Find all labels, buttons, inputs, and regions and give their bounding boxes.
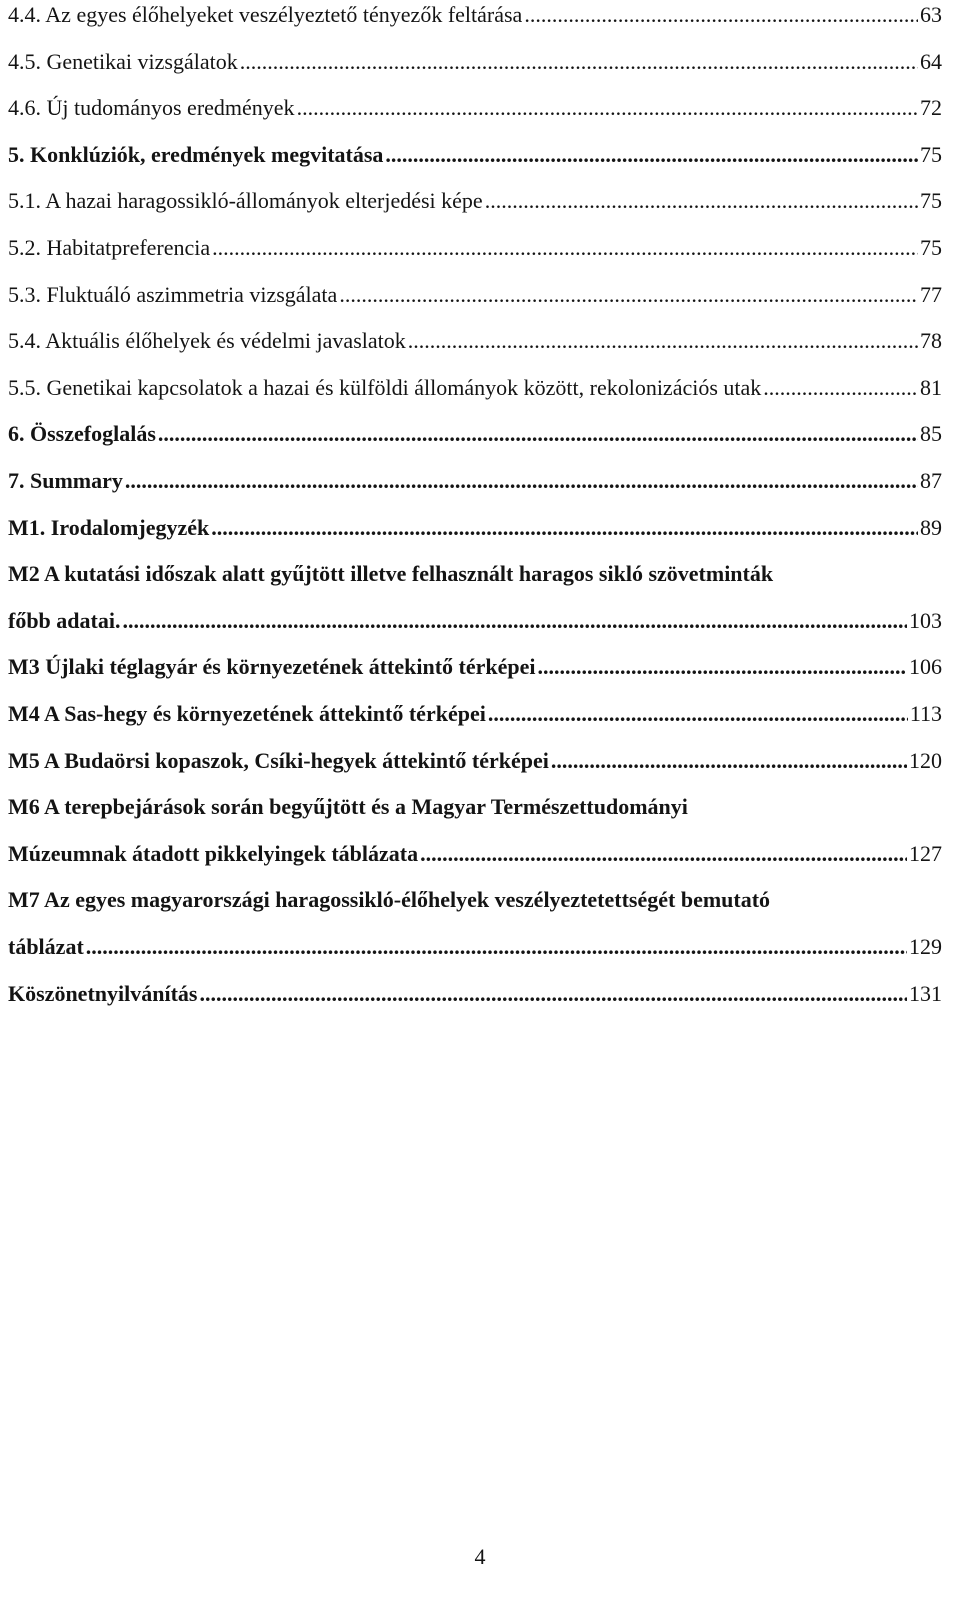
- toc-entry-page: 64: [920, 48, 942, 74]
- toc-entry-title: 5.2. Habitatpreferencia: [8, 235, 211, 260]
- toc-leader-dots: [408, 326, 918, 356]
- toc-entry-title: táblázat: [8, 934, 84, 959]
- toc-entry[interactable]: [8, 140, 942, 170]
- toc-entry-title: Köszönetnyilvánítás: [8, 980, 198, 1006]
- toc-entry-page: 120: [909, 747, 942, 773]
- toc-leader-dots: [158, 419, 918, 449]
- toc-leader-dots: [524, 0, 918, 30]
- toc-entry-page: 78: [920, 328, 942, 354]
- toc-entry[interactable]: [8, 979, 942, 1009]
- toc-entry-title: Múzeumnak átadott pikkelyingek táblázata: [8, 840, 419, 866]
- toc-entry[interactable]: [8, 513, 942, 543]
- toc-leader-dots: [551, 746, 907, 776]
- toc-entry[interactable]: [8, 326, 942, 356]
- toc-entry-page: 129: [909, 934, 942, 959]
- toc-entry[interactable]: [8, 47, 942, 77]
- toc-leader-dots: [199, 979, 907, 1009]
- toc-entry-page: 75: [920, 141, 942, 167]
- toc-leader-dots: [122, 606, 907, 636]
- toc-entry[interactable]: [8, 373, 942, 403]
- toc-leader-dots: [485, 186, 918, 216]
- toc-entry[interactable]: [8, 606, 942, 636]
- toc-entry[interactable]: [8, 885, 942, 915]
- toc-entry[interactable]: [8, 186, 942, 216]
- toc-entry[interactable]: [8, 932, 942, 962]
- toc-leader-dots: [763, 373, 918, 403]
- toc-entry-page: 89: [920, 514, 942, 540]
- toc-entry[interactable]: [8, 419, 942, 449]
- toc-entry-page: 81: [920, 374, 942, 400]
- toc-entry-title: főbb adatai.: [8, 607, 121, 633]
- toc-entry-title: 7. Summary: [8, 468, 123, 493]
- toc-entry[interactable]: [8, 699, 942, 729]
- toc-leader-dots: [240, 47, 918, 77]
- toc-entry-page: 75: [920, 235, 942, 260]
- toc-entry-page: 63: [920, 2, 942, 27]
- toc-leader-dots: [125, 466, 918, 496]
- toc-leader-dots: [339, 280, 918, 310]
- toc-entry[interactable]: [8, 233, 942, 263]
- toc-entry-page: 75: [920, 188, 942, 214]
- toc-entry-page: 72: [920, 95, 942, 121]
- toc-entry[interactable]: [8, 93, 942, 123]
- toc-leader-dots: [212, 233, 918, 263]
- toc-leader-dots: [86, 932, 907, 962]
- toc-entry-title: M6 A terepbejárások során begyűjtött és a Magyar Természettudományi: [8, 794, 688, 820]
- toc-entry-page: 127: [909, 840, 942, 866]
- toc-entry[interactable]: [8, 652, 942, 682]
- toc-entry-page: 87: [920, 468, 942, 493]
- toc-entry-title: M2 A kutatási időszak alatt gyűjtött illetve felhasznált haragos sikló szövetminták: [8, 561, 774, 587]
- toc-leader-dots: [537, 652, 907, 682]
- toc-entry-title: M7 Az egyes magyarországi haragossikló-élőhelyek veszélyeztetettségét bemutató: [8, 887, 771, 913]
- toc-entry-page: 103: [909, 607, 942, 633]
- toc-entry[interactable]: [8, 839, 942, 869]
- toc-entry-page: 131: [909, 980, 942, 1006]
- toc-entry[interactable]: [8, 0, 942, 30]
- toc-leader-dots: [297, 93, 918, 123]
- toc-entry-title: 5. Konklúziók, eredmények megvitatása: [8, 141, 384, 167]
- toc-entry-title: M1. Irodalomjegyzék: [8, 514, 210, 540]
- toc-leader-dots: [488, 699, 908, 729]
- toc-leader-dots: [385, 140, 918, 170]
- toc-entry-title: M5 A Budaörsi kopaszok, Csíki-hegyek áttekintő térképei: [8, 747, 549, 773]
- toc-entry-page: 77: [920, 281, 942, 307]
- toc-entry-title: 4.5. Genetikai vizsgálatok: [8, 48, 238, 74]
- toc-entry-title: 4.4. Az egyes élőhelyeket veszélyeztető tényezők feltárása: [8, 2, 523, 27]
- toc-entry-title: 4.6. Új tudományos eredmények: [8, 95, 295, 121]
- toc-entry-page: 113: [909, 701, 942, 726]
- page-number: 4: [474, 1544, 486, 1569]
- toc-leader-dots: [420, 839, 907, 869]
- toc-entry-title: 5.3. Fluktuáló aszimmetria vizsgálata: [8, 281, 338, 307]
- toc-entry[interactable]: [8, 559, 942, 589]
- toc-leader-dots: [211, 513, 918, 543]
- toc-entry[interactable]: [8, 792, 942, 822]
- toc-entry[interactable]: [8, 466, 942, 496]
- toc-entry-title: 6. Összefoglalás: [8, 421, 156, 447]
- toc-entry-title: 5.4. Aktuális élőhelyek és védelmi javaslatok: [8, 328, 406, 354]
- toc-entry-page: 85: [920, 421, 942, 447]
- toc-entry[interactable]: [8, 280, 942, 310]
- toc-entry-title: 5.5. Genetikai kapcsolatok a hazai és külföldi állományok között, rekolonizációs utak: [8, 374, 762, 400]
- toc-entry[interactable]: [8, 746, 942, 776]
- toc-entry-title: M4 A Sas-hegy és környezetének áttekintő térképei: [8, 701, 486, 726]
- toc-entry-page: 106: [909, 654, 942, 680]
- toc-entry-title: M3 Újlaki téglagyár és környezetének áttekintő térképei: [8, 654, 536, 680]
- toc-entry-title: 5.1. A hazai haragossikló-állományok elterjedési képe: [8, 188, 483, 214]
